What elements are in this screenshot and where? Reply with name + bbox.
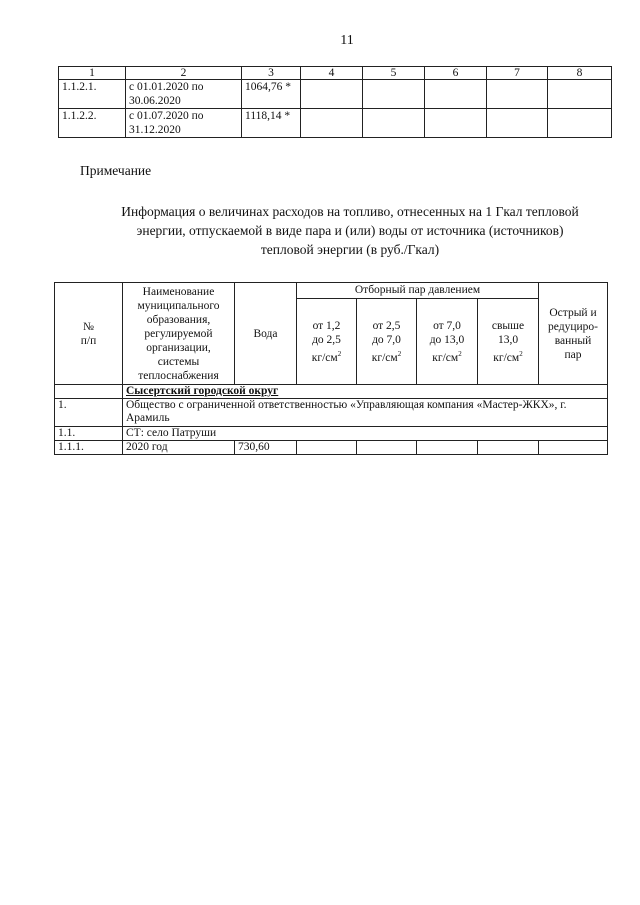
empty-cell [363,80,425,109]
header-text: свыше [491,319,525,332]
district-name: Сысертский городской округ [123,385,608,399]
header-text: редуциро- [548,320,598,333]
organization-row [55,399,608,427]
header-num-symbol: № [83,320,94,333]
header-text: Наименование [142,285,215,298]
table-row [59,80,612,109]
year-label: 2020 год [123,441,235,455]
empty-cell [297,441,357,455]
header-pressure [417,299,478,385]
header-unit [419,347,475,365]
empty-cell [425,80,487,109]
period-from: с 01.07.2020 по [129,110,204,122]
header-text: до 2,5 [312,333,341,346]
row-number: 1.1. [55,427,123,441]
column-number: 8 [548,67,612,80]
header-unit [299,347,354,365]
header-text: теплоснабжения [138,369,219,382]
header-text: организации, [146,341,211,354]
period-to: 30.06.2020 [129,95,181,107]
header-unit [359,347,414,365]
unit-text: кг/см [493,351,520,364]
empty-cell [301,80,363,109]
empty-cell [417,441,478,455]
header-text: от 7,0 [433,319,461,332]
info-paragraph [80,202,620,259]
row-number: 1.1.2.2. [59,109,126,138]
row-number: 1.1.2.1. [59,80,126,109]
empty-cell [548,80,612,109]
tariff-continuation-table [58,66,612,138]
empty-cell [357,441,417,455]
header-text: ванный [554,334,592,347]
table-header-row [59,67,612,80]
page-number: 11 [340,33,354,48]
header-text: системы [157,355,200,368]
header-text: от 2,5 [372,319,401,332]
header-text: пар [564,348,582,361]
value-cell: 1118,14 * [242,109,301,138]
header-name [123,283,235,385]
period-cell [126,80,242,109]
row-number: 1. [55,399,123,427]
row-number: 1.1.1. [55,441,123,455]
period-to: 31.12.2020 [129,124,181,136]
unit-text: кг/см [371,351,398,364]
header-text: муниципального [137,299,220,312]
empty-cell [425,109,487,138]
header-text: до 7,0 [372,333,401,346]
empty-cell [478,441,539,455]
header-num-label: п/п [80,334,97,347]
info-line: тепловой энергии (в руб./Гкал) [260,242,440,257]
header-steam-group: Отборный пар давлением [297,283,539,299]
empty-cell [487,109,548,138]
district-row [55,385,608,399]
header-sharp-steam [539,283,608,385]
column-number: 5 [363,67,425,80]
system-row [55,427,608,441]
unit-exponent: 2 [337,349,342,358]
system-name: СТ: село Патруши [123,427,608,441]
column-number: 2 [126,67,242,80]
empty-cell [301,109,363,138]
water-value: 730,60 [235,441,297,455]
note-title: Примечание [80,163,152,178]
empty-cell [548,109,612,138]
unit-exponent: 2 [458,349,462,358]
header-unit [480,347,536,365]
table-header-row [55,283,608,299]
header-text: регулируемой [144,327,213,340]
header-text: образования, [146,313,211,326]
header-water: Вода [235,283,297,385]
column-number: 3 [242,67,301,80]
column-number: 7 [487,67,548,80]
unit-exponent: 2 [397,349,402,358]
empty-cell [487,80,548,109]
empty-cell [363,109,425,138]
unit-text: кг/см [311,351,338,364]
header-pressure [297,299,357,385]
info-line: Информация о величинах расходов на топливо, отнесенных на 1 Гкал тепловой [121,204,579,219]
column-number: 6 [425,67,487,80]
empty-cell [55,385,123,399]
header-pressure [478,299,539,385]
table-row [59,109,612,138]
unit-exponent: 2 [519,349,523,358]
header-text: 13,0 [497,333,519,346]
column-number: 1 [59,67,126,80]
value-cell: 1064,76 * [242,80,301,109]
period-from: с 01.01.2020 по [129,81,204,93]
header-text: Острый и [549,306,597,319]
organization-name: Общество с ограниченной ответственностью «Управляющая компания «Мастер-ЖКХ», г. Арамиль [123,399,608,427]
fuel-cost-table [54,282,608,455]
info-line: энергии, отпускаемой в виде пара и (или) воды от источника (источников) [136,223,564,238]
header-pressure [357,299,417,385]
header-text: до 13,0 [429,333,465,346]
header-number [55,283,123,385]
table-row [55,441,608,455]
column-number: 4 [301,67,363,80]
unit-text: кг/см [432,351,459,364]
header-text: от 1,2 [312,319,341,332]
period-cell [126,109,242,138]
empty-cell [539,441,608,455]
